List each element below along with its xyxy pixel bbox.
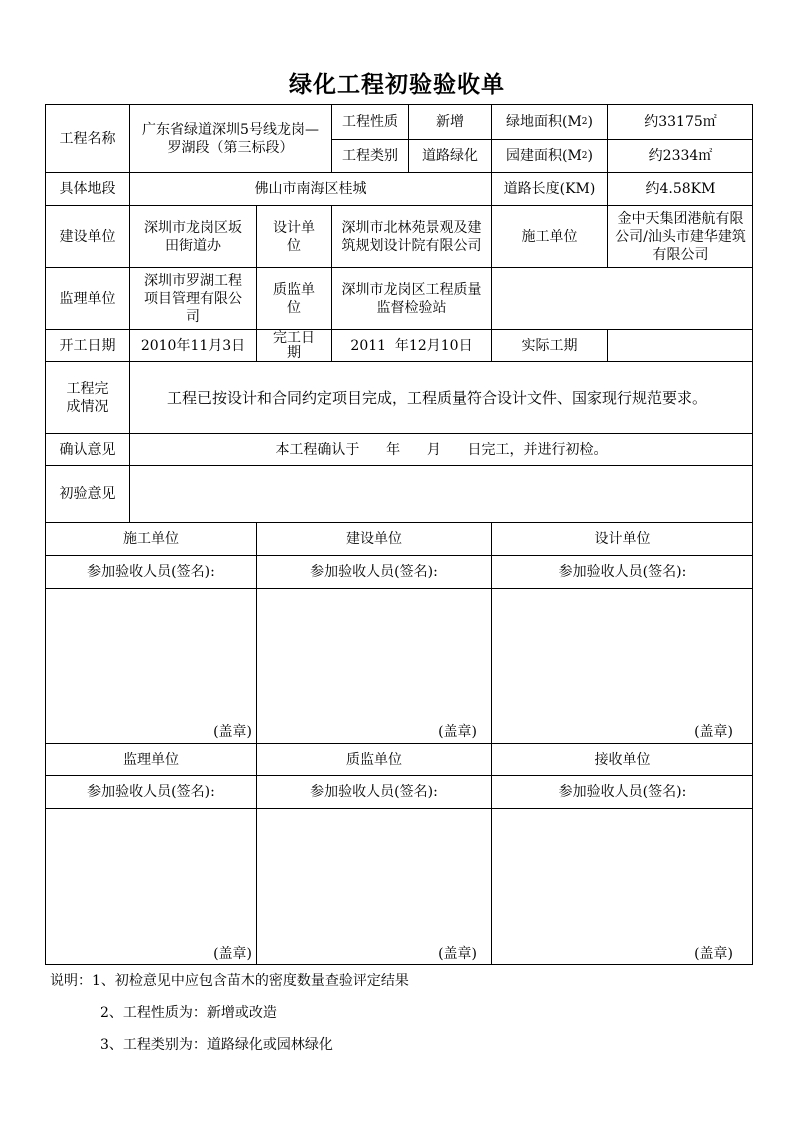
sig1-builder-header: 建设单位 [256,522,491,555]
project-nature-value: 新增 [408,104,491,139]
contractor-value: 金中天集团港航有限公司/汕头市建华建筑有限公司 [607,205,753,267]
location-value: 佛山市南海区桂城 [129,172,491,205]
quality-label: 质监单位 [256,267,331,329]
project-type-value: 道路绿化 [408,139,491,172]
project-nature-label: 工程性质 [331,104,408,139]
sig1-seal-2: (盖章) [256,588,491,743]
sig2-receiver-header: 接收单位 [491,743,753,775]
location-label: 具体地段 [45,172,129,205]
green-area-label-end: ) [587,114,593,130]
project-name-label: 工程名称 [45,104,129,172]
confirm-value: 本工程确认于 年 月 日完工，并进行初检。 [129,433,753,465]
garden-area-label-end: ) [587,148,593,164]
start-date-value: 2010年11月3日 [129,329,256,361]
completion-value [129,361,753,433]
sig2-attendee-2: 参加验收人员(签名): [256,775,491,808]
project-type-label: 工程类别 [331,139,408,172]
road-length-value: 约4.58KM [607,172,753,205]
finish-date-value: 2011 年12月10日 [331,329,491,361]
note-2: 2、工程性质为：新增或改造 [100,1005,277,1021]
actual-period-label: 实际工期 [491,329,607,361]
note-3: 3、工程类别为：道路绿化或园林绿化 [100,1037,333,1053]
quality-blank [491,267,753,329]
road-length-label: 道路长度(KM) [491,172,607,205]
designer-label: 设计单位 [256,205,331,267]
garden-area-label-text: 园建面积(M [506,148,582,164]
sig1-seal-1: (盖章) [45,588,256,743]
builder-label: 建设单位 [45,205,129,267]
quality-value: 深圳市龙岗区工程质量监督检验站 [331,267,491,329]
finish-date-label: 完工日期 [256,329,331,361]
confirm-label: 确认意见 [45,433,129,465]
supervisor-label: 监理单位 [45,267,129,329]
actual-period-value [607,329,753,361]
sig1-attendee-1: 参加验收人员(签名): [45,555,256,588]
sig2-seal-3: (盖章) [491,808,753,965]
initial-label: 初验意见 [45,465,129,522]
completion-label: 工程完成情况 [45,361,129,433]
sig2-supervisor-header: 监理单位 [45,743,256,775]
garden-area-value: 约2334㎡ [607,139,753,172]
sig2-seal-1: (盖章) [45,808,256,965]
note-1: 说明：1、初检意见中应包含苗木的密度数量查验评定结果 [50,973,409,989]
green-area-value: 约33175㎡ [607,104,753,139]
completion-text: 工程已按设计和合同约定项目完成，工程质量符合设计文件、国家现行规范要求。 [167,388,708,407]
sig1-attendee-3: 参加验收人员(签名): [491,555,753,588]
start-date-label: 开工日期 [45,329,129,361]
contractor-label: 施工单位 [491,205,607,267]
builder-value: 深圳市龙岗区坂田街道办 [129,205,256,267]
sig1-seal-3: (盖章) [491,588,753,743]
supervisor-value: 深圳市罗湖工程项目管理有限公司 [129,267,256,329]
sig2-quality-header: 质监单位 [256,743,491,775]
initial-value [129,465,753,522]
page-title: 绿化工程初验验收单 [289,72,505,98]
sig1-attendee-2: 参加验收人员(签名): [256,555,491,588]
project-name-value: 广东省绿道深圳5号线龙岗—罗湖段（第三标段） [129,104,331,172]
green-area-label: 绿地面积(M 2 ) [491,104,607,139]
designer-value: 深圳市北林苑景观及建筑规划设计院有限公司 [331,205,491,267]
garden-area-label: 园建面积(M 2 ) [491,139,607,172]
sig2-attendee-3: 参加验收人员(签名): [491,775,753,808]
sig1-designer-header: 设计单位 [491,522,753,555]
green-area-label-text: 绿地面积(M [506,114,582,130]
sig2-attendee-1: 参加验收人员(签名): [45,775,256,808]
sig2-seal-2: (盖章) [256,808,491,965]
sig1-contractor-header: 施工单位 [45,522,256,555]
